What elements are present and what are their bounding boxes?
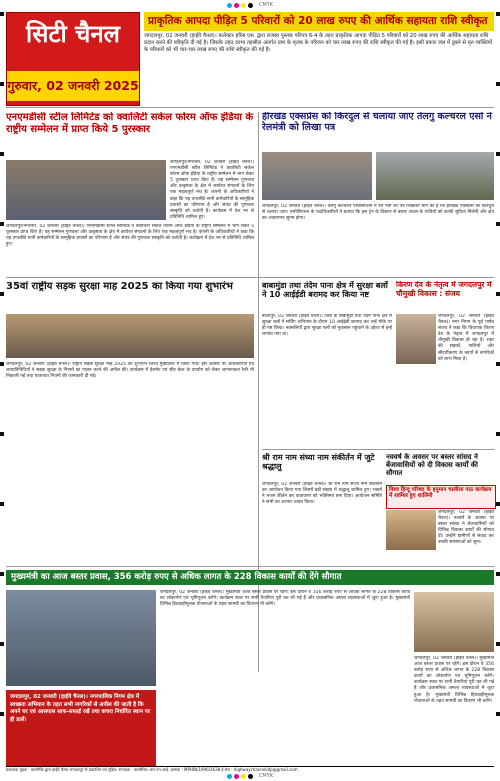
story-road-safety-body: जगदलपुर, 02 जनवरी (हाईवे चैनल)। राष्ट्रीय सड़क सुरक्षा माह 2025 का शुभारंभ जिला मुख्यालय में किया गया। इस अवसर पर अधिकारियों एवं जनप्रतिनिधियों ने सड़क सुरक्षा के नियमों का पालन करने की अपील की। कार्यक्रम में हेलमेट एवं सीट बेल्ट के उपयोग को लेकर जागरूकता रैली भी निकाली गई तथा यातायात नियमों की जानकारी दी गई। — [6, 362, 254, 380]
registration-marks-left — [0, 12, 4, 767]
story-hirakhand-headline: हीरखंड एक्सप्रेस को किरंदुल से चलाया जाए तेलगु कल्चरल एसो ने रेलमंत्री को लिखा पत्र — [262, 112, 492, 133]
story-hirakhand-body: जगदलपुर, 02 जनवरी (हाईवे चैनल)। तेलगु कल्चरल एसोसिएशन ने रेल मंत्री को पत्र लिखकर मांग की है कि हीरखंड एक्सप्रेस को किरंदुल से चलाया जाए। एसोसिएशन के पदाधिकारियों ने बताया कि इस ट्रेन के विस्तार से बस्तर अंचल के यात्रियों को काफी सुविधा मिलेगी और क्षेत्र का आवागमन सुगम होगा। — [262, 204, 494, 222]
notice-box: जगदलपुर, 02 जनवरी (हाईवे चैनल)। नगरपालिक निगम क्षेत्र में स्वच्छता अभियान के तहत सभी नागरिकों से अपील की जाती है कि अपने घर एवं आसपास साफ-सफाई रखें तथा कचरा निर्धारित स्थान पर ही डालें। — [6, 690, 156, 766]
story-ram-naam-body: जगदलपुर, 02 जनवरी (हाईवे चैनल)। श्री राम नाम संध्या नाम संकीर्तन का आयोजन किया गया जिसमें बड़ी संख्या में श्रद्धालु शामिल हुए। भक्तों ने भजन कीर्तन कर वातावरण को भक्तिमय बना दिया। आयोजन समिति ने सभी का आभार व्यक्त किया। — [262, 482, 382, 506]
story-mp-gift-headline: नववर्ष के अवसर पर बस्तर सांसद ने बेंजावासियों को दी विकास कार्यों की सौगात — [386, 453, 478, 478]
story-nmdc — [6, 112, 254, 156]
railway-track-photo — [376, 152, 494, 200]
story-cm-visit-headline: मुख्यमंत्री का आज बस्तर प्रवास, 356 करोड़ रुपए से अधिक लागत के 228 विकास कार्यों की देंगे सौगात — [6, 570, 494, 585]
story-hirakhand — [262, 112, 494, 148]
imprint-line: प्रकाशक मुद्रक : वाल्मीकि द्वारा हाईवे चैनल जगदलपुर से प्रकाशित एवं मुद्रित। संपादक : वाल्मीकि। आर.एन.आई. क्रमांक : MPHIN/1996/2638 ई-मेल : highwaychanneljdp@gmail.com — [6, 766, 494, 773]
event-photo — [386, 510, 436, 550]
lead-story — [144, 12, 494, 104]
story-mp-gift-body: जगदलपुर, 02 जनवरी (हाईवे चैनल)। नववर्ष के अवसर पर बस्तर सांसद ने बेंजावासियों को विभिन्न विकास कार्यों की सौगात दी। उन्होंने ग्रामीणों से संवाद कर उनकी समस्याओं को सुना। — [438, 510, 494, 546]
lead-headline: प्राकृतिक आपदा पीड़ित 5 परिवारों को 20 लाख रुपए की आर्थिक सहायता राशि स्वीकृत — [144, 12, 494, 31]
divider — [6, 277, 494, 278]
divider — [6, 107, 494, 108]
story-kiran-dev-body: जगदलपुर, 02 जनवरी (हाईवे चैनल)। नगर निगम के पूर्व पार्षद संजय ने कहा कि विधायक किरण देव के नेतृत्व में जगदलपुर में चौमुखी विकास हो रहा है। शहर की सड़कों, नालियों और सौंदर्यीकरण के कार्यों से नागरिकों को लाभ मिला है। — [438, 314, 494, 362]
logo-title: सिटी चैनल — [26, 19, 120, 48]
story-hirakhand-photo — [262, 152, 372, 200]
cmyk-label: CMYK — [258, 2, 274, 8]
cmyk-registration-top — [0, 0, 500, 10]
story-mp-gift — [386, 453, 494, 483]
story-nmdc-side-text: जगदलपुर/नगरनार, 02 जनवरी (हाईवे चैनल)। एनएमडीसी स्टील लिमिटेड ने क्वालिटी सर्कल फोरम ऑफ इंडिया के राष्ट्रीय सम्मेलन में भाग लेकर 5 पुरस्कार प्राप्त किए हैं। यह सम्मेलन गुणवत्ता और उत्कृष्टता के क्षेत्र में कार्यरत संगठनों के लिए एक महत्वपूर्ण मंच है। कंपनी के अधिकारियों ने कहा कि यह उपलब्धि सभी कर्मचारियों के सामूहिक प्रयासों का परिणाम है और संयंत्र की गुणवत्ता संस्कृति को दर्शाती है। कार्यक्रम में देश भर से प्रतिनिधि शामिल हुए। — [170, 160, 254, 220]
story-nmdc-headline: एनएमडीसी स्टील लिमिटेड को क्वालिटी सर्कल फोरम ऑफ इंडिया के राष्ट्रीय सम्मेलन में प्राप्त किये 5 पुरस्कार — [6, 112, 254, 135]
portrait-photo — [396, 314, 436, 364]
masthead — [6, 12, 494, 104]
story-cm-visit-body: जगदलपुर, 02 जनवरी (हाईवे चैनल)। मुख्यमंत्री आज बस्तर प्रवास पर रहेंगे। इस दौरान वे 356 करोड़ रुपए से अधिक लागत के 228 विकास कार्यों का लोकार्पण एवं भूमिपूजन करेंगे। कार्यक्रम स्थल पर सभी तैयारियां पूरी कर ली गई हैं और प्रशासनिक अमला व्यवस्थाओं में जुटा हुआ है। मुख्यमंत्री विभिन्न हितग्राहीमूलक योजनाओं के तहत सामग्री का वितरण भी करेंगे। — [160, 590, 410, 608]
cmyk-registration-bottom — [0, 771, 500, 781]
story-ram-naam — [262, 453, 382, 479]
newspaper-logo — [6, 12, 140, 106]
story-ram-naam-headline: श्री राम नाम संध्या नाम संकीर्तन में जुटे श्रद्धालु — [262, 453, 375, 472]
issue-date: गुरुवार, 02 जनवरी 2025 — [7, 71, 139, 101]
story-kiran-dev-headline: किरण देव के नेतृत्व में जगदलपुर में चौमुखी विकास : संजय — [396, 281, 492, 298]
story-ied-headline: बाबामुंडा तथा तंदेम पाना क्षेत्र में सुरक्षा बलों ने 10 आईईडी बरामद कर किया नष्ट — [262, 281, 388, 300]
divider — [6, 566, 494, 567]
story-ied — [262, 281, 392, 311]
story-cm-visit-photo — [6, 590, 156, 686]
cmyk-label: CMYK — [258, 773, 274, 779]
story-kiran-dev — [396, 281, 494, 311]
color-dots — [227, 3, 253, 8]
chief-minister-photo — [414, 592, 494, 652]
story-mp-gift-subhead: विश्व हिन्दू परिषद के हनुमान चालीसा पाठ कार्यक्रम में शामिल हुए शालिनी — [389, 487, 492, 500]
column-divider — [258, 112, 259, 672]
story-nmdc-photo — [6, 160, 166, 220]
lead-body: जगदलपुर, 02 जनवरी (हाईवे चैनल)। कलेक्टर हरिस एस. द्वारा राजस्व पुस्तक परिपत्र 6-4 के तहत प्राकृतिक आपदा पीड़ित 5 परिवारों को 20 लाख रुपए की आर्थिक सहायता राशि प्रदान करने की स्वीकृति दी गई है। जिसके तहत दरभा तहसील अंतर्गत ग्राम के मृतक के परिजन को चार लाख रुपए की राशि स्वीकृत की गई है। इसी प्रकार जल में डूबने से मृत व्यक्तियों के परिवारों को भी चार-चार लाख रुपए की राशि स्वीकृत की गई है। — [144, 33, 493, 54]
story-road-safety-photo — [6, 314, 254, 358]
story-ied-body: बीजापुर, 02 जनवरी (हाईवे चैनल)। जिले के बाबामुंडा तथा तंदेम पाना क्षेत्र में सुरक्षा बलों ने सर्चिंग अभियान के दौरान 10 आईईडी बरामद कर उन्हें मौके पर ही नष्ट किया। नक्सलियों द्वारा सुरक्षा बलों को नुकसान पहुंचाने के उद्देश्य से इन्हें लगाया गया था। — [262, 314, 392, 338]
story-nmdc-body: जगदलपुर/नगरनार, 02 जनवरी (हाईवे चैनल)। एनएमडीसी स्टील लिमिटेड ने क्वालिटी सर्कल फोरम ऑफ इंडिया के राष्ट्रीय सम्मेलन में भाग लेकर 5 पुरस्कार प्राप्त किए हैं। यह सम्मेलन गुणवत्ता और उत्कृष्टता के क्षेत्र में कार्यरत संगठनों के लिए एक महत्वपूर्ण मंच है। कंपनी के अधिकारियों ने कहा कि यह उपलब्धि सभी कर्मचारियों के सामूहिक प्रयासों का परिणाम है और संयंत्र की गुणवत्ता संस्कृति को दर्शाती है। कार्यक्रम में देश भर से प्रतिनिधि शामिल हुए। — [6, 224, 254, 248]
registration-marks-right — [496, 12, 500, 767]
story-road-safety-headline: 35वां राष्ट्रीय सड़क सुरक्षा माह 2025 का किया गया शुभारंभ — [6, 281, 233, 292]
story-road-safety — [6, 281, 254, 311]
divider — [262, 449, 494, 450]
story-mp-gift-subhead-box — [386, 485, 496, 509]
story-cm-visit-body-2: जगदलपुर, 02 जनवरी (हाईवे चैनल)। मुख्यमंत्री आज बस्तर प्रवास पर रहेंगे। इस दौरान वे 356 करोड़ रुपए से अधिक लागत के 228 विकास कार्यों का लोकार्पण एवं भूमिपूजन करेंगे। कार्यक्रम स्थल पर सभी तैयारियां पूरी कर ली गई हैं और प्रशासनिक अमला व्यवस्थाओं में जुटा हुआ है। मुख्यमंत्री विभिन्न हितग्राहीमूलक योजनाओं के तहत सामग्री का वितरण भी करेंगे। — [414, 656, 494, 704]
color-dots — [227, 774, 253, 779]
